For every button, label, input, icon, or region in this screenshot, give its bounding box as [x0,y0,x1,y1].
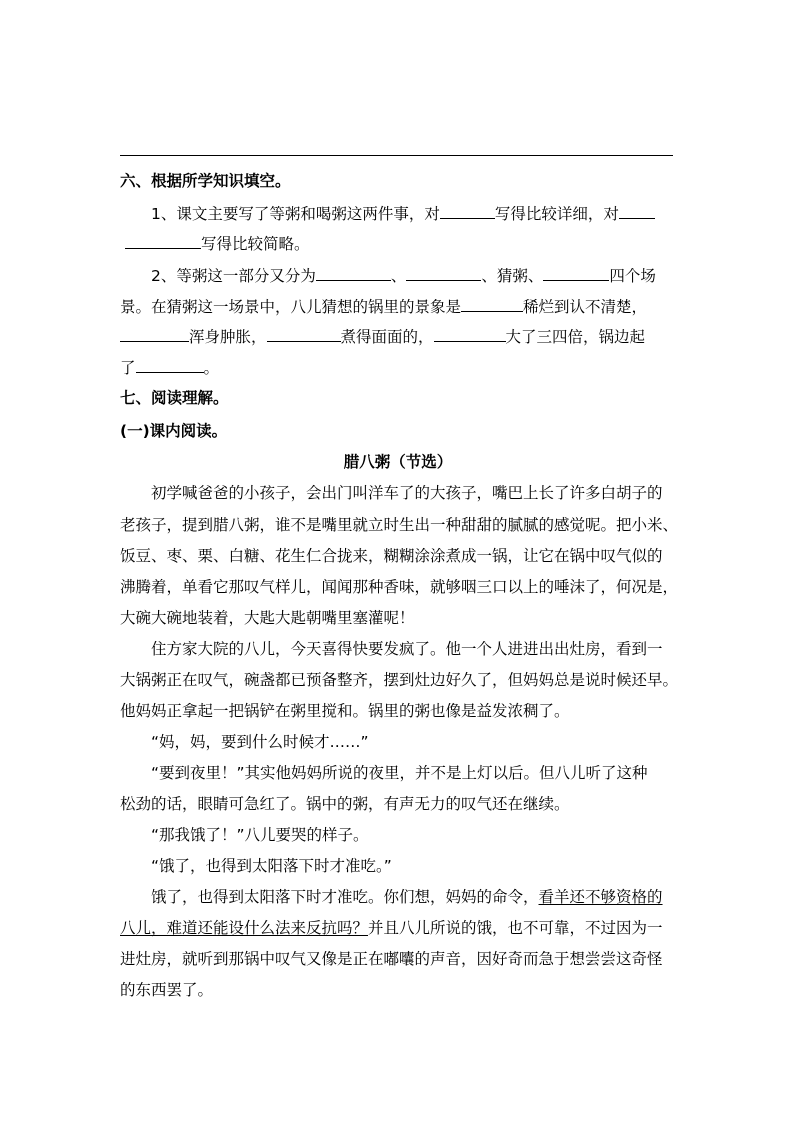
q2-text-11: 了 [120,359,136,377]
passage-line: 他妈妈正拿起一把锅铲在粥里搅和。锅里的粥也像是益发浓稠了。 [120,702,570,720]
q2-blank-5[interactable] [120,326,189,342]
question-2-line-4 [120,357,676,378]
question-1-line-1 [120,203,707,224]
q1-text-1: 1、课文主要写了等粥和喝粥这两件事，对 [151,205,440,223]
passage-line: 大碗大碗地装着，大匙大匙朝嘴里塞灌呢！ [120,609,415,627]
passage-line: 饭豆、枣、栗、白糖、花生仁合拢来，糊糊涂涂煮成一锅，让它在锅中叹气似的 [120,547,663,565]
underlined-sentence: 看羊还不够资格的 [538,888,663,906]
q1-text-2: 写得比较详细，对 [494,205,619,223]
passage-text: 饿了，也得到太阳落下时才准吃。你们想，妈妈的命令， [151,888,539,906]
question-1-line-2 [120,233,676,254]
q1-blank-2b[interactable] [125,233,201,249]
q1-blank-1[interactable] [440,203,495,219]
underlined-sentence: 八儿，难道还能设什么法来反抗吗？ [120,919,369,937]
section-7-heading: 七、阅读理解。 [120,389,229,407]
dialogue-line: 松劲的话，眼睛可急红了。锅中的粥，有声无力的叹气还在继续。 [120,795,570,813]
question-2-line-1 [120,265,707,286]
passage-line: 初学喊爸爸的小孩子，会出门叫洋车了的大孩子，嘴巴上长了许多白胡子的 [151,484,663,502]
q2-text-5: 四个场 [609,267,656,285]
dialogue-line: “饿了，也得到太阳落下时才准吃。” [151,857,392,875]
passage-line [120,918,676,938]
q2-blank-3[interactable] [543,265,609,281]
q2-text-10: 大了三四倍，锅边起 [505,328,646,346]
q2-text-8: 浑身肿胀， [189,328,267,346]
q2-blank-6[interactable] [267,326,341,342]
q2-text-9: 煮得面面的， [340,328,434,346]
section-7-subheading: (一)课内阅读。 [120,422,228,440]
q2-text-12: 。 [203,359,220,377]
q2-blank-4[interactable] [461,296,523,312]
q1-blank-2a[interactable] [619,203,655,219]
passage-line [120,887,707,907]
q2-text-7: 稀烂到认不清楚， [523,298,648,316]
passage-line: 住方家大院的八儿，今天喜得快要发疯了。他一个人进进出出灶房，看到一 [151,640,663,658]
section-6-heading: 六、根据所学知识填空。 [120,172,291,190]
q2-text-2: 、 [390,267,407,285]
q2-text-6: 景。在猜粥这一场景中，八儿猜想的锅里的景象是 [120,298,462,316]
q2-text-1: 2、等粥这一部分又分为 [151,267,316,285]
q2-blank-7[interactable] [434,326,506,342]
passage-line: 沸腾着，单看它那叹气样儿，闻闻那种香味，就够咽三口以上的唾沫了，何况是， [120,578,679,596]
dialogue-line: “妈，妈，要到什么时候才……” [151,733,369,751]
passage-line: 老孩子，提到腊八粥，谁不是嘴里就立时生出一种甜甜的腻腻的感觉呢。把小米、 [120,516,679,534]
q2-blank-1[interactable] [316,265,391,281]
question-2-line-2 [120,296,676,317]
passage-title: 腊八粥（节选） [343,453,453,471]
q2-blank-2[interactable] [406,265,481,281]
passage-text: 并且八儿所说的饿，也不可靠，不过因为一 [368,919,663,937]
header-rule [120,155,673,156]
passage-line: 大锅粥正在叹气，碗盏都已预备整齐，摆到灶边好久了，但妈妈总是说时候还早。 [120,671,679,689]
q2-blank-8[interactable] [136,357,204,373]
passage-line: 进灶房，就听到那锅中叹气又像是正在嘟囔的声音，因好奇而急于想尝尝这奇怪 [120,950,663,968]
question-2-line-3 [120,326,676,347]
q2-text-4: 、猜粥、 [481,267,544,285]
q1-text-3: 写得比较简略。 [201,235,310,253]
passage-line: 的东西罢了。 [120,981,214,999]
dialogue-line: “那我饿了！”八儿要哭的样子。 [151,826,369,844]
dialogue-line: “要到夜里！”其实他妈妈所说的夜里，并不是上灯以后。但八儿听了这种 [151,764,648,782]
